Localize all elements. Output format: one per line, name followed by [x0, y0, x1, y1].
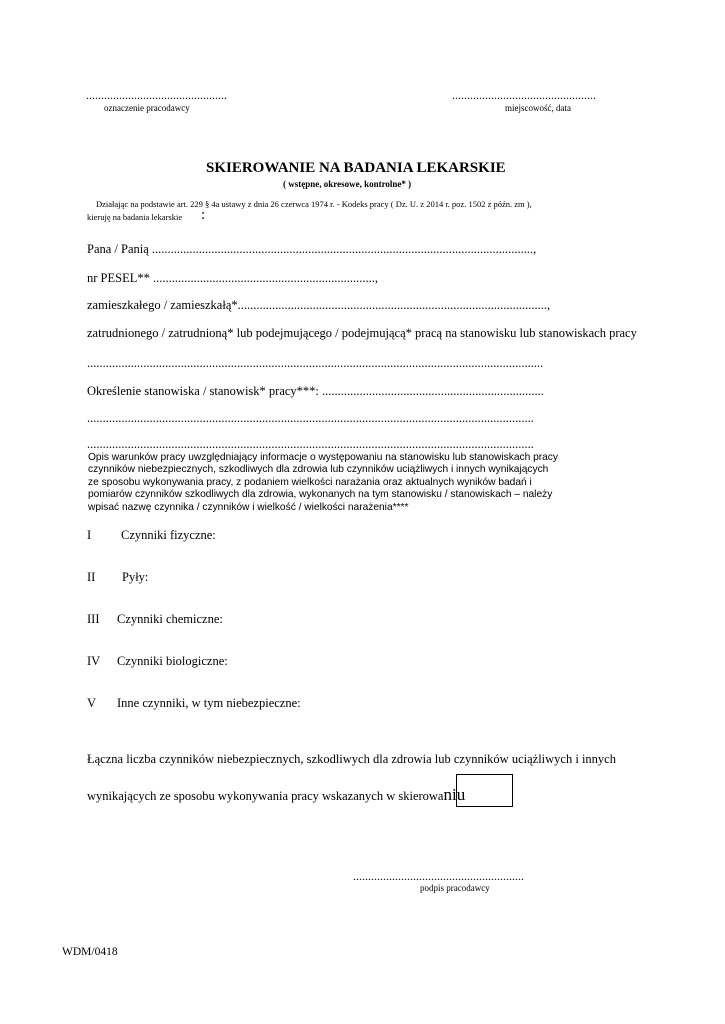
factor-number: III [87, 612, 100, 626]
document-subtitle: ( wstępne, okresowe, kontrolne* ) [283, 179, 412, 189]
total-factors-text: Łączna liczba czynników niebezpiecznych, szkodliwych dla zdrowia lub czynników uciążliwych i innych [87, 752, 616, 766]
position-dots-line-1[interactable]: .................................................................................................................................................. [87, 356, 544, 370]
total-factors-text-cont [87, 785, 465, 805]
signature-line[interactable]: ......................................................... [353, 869, 524, 883]
factor-dust-label: Pyły: [122, 570, 149, 584]
address-field[interactable]: zamieszkałego / zamieszkałą*..................................................................................................., [87, 298, 551, 312]
factor-physical-label: Czynniki fizyczne: [121, 528, 216, 542]
patient-name-field[interactable]: Pana / Panią .........................................................................................................................., [87, 242, 537, 256]
working-conditions-description: Opis warunków pracy uwzględniający informacje o występowaniu na stanowisku lub stanowiskach pracy czynników niebezpiecznych, szkodliwych dla zdrowia lub czynników uciążliwych i innych wynikających ze sposobu wykonywania pracy, z podaniem wielkości narażania oraz aktualnych wyników badań i pomiarów czynników szkodliwych dla zdrowia, wykonanych na tym stanowisku / stanowiskach – należy wpisać nazwę czynnika / czynników i wielkość / wielkości narażenia**** [88, 452, 558, 513]
total-factors-text-main: wynikających ze sposobu wykonywania pracy wskazanych w skierowa [87, 789, 444, 803]
factor-number: V [87, 696, 97, 710]
legal-basis-text: Działając na podstawie art. 229 § 4a ustawy z dnia 26 czerwca 1974 r. - Kodeks pracy ( Dz. U. z 2014 r. poz. 1502 z późn. zm ), [96, 199, 532, 209]
position-dots-line-2[interactable]: ............................................................................................................................................... [87, 411, 534, 425]
factor-number: I [87, 528, 92, 542]
referral-text: kieruję na badania lekarskie [87, 212, 183, 222]
factor-number: IV [87, 654, 101, 668]
document-title: SKIEROWANIE NA BADANIA LEKARSKIE [206, 160, 506, 176]
factor-biological-label: Czynniki biologiczne: [117, 654, 228, 668]
employer-designation-line[interactable]: ............................................... [86, 88, 227, 102]
form-code: WDM/0418 [62, 946, 118, 958]
referral-colon: : [201, 207, 206, 223]
factor-number: II [87, 570, 96, 584]
pesel-field[interactable]: nr PESEL** ......................................................................., [87, 271, 378, 285]
place-date-line[interactable]: ................................................ [452, 88, 596, 102]
factor-other-label: Inne czynniki, w tym niebezpieczne: [117, 696, 301, 710]
factor-chemical-label: Czynniki chemiczne: [117, 612, 223, 626]
place-date-label: miejscowość, data [505, 103, 571, 113]
signature-label: podpis pracodawcy [420, 883, 490, 893]
employment-text: zatrudnionego / zatrudnioną* lub podejmującego / podejmującą* pracą na stanowisku lub stanowiskach pracy [87, 326, 637, 340]
total-factors-text-end: niu [443, 785, 466, 804]
total-factors-count-box[interactable] [456, 774, 513, 807]
employer-designation-label: oznaczenie pracodawcy [104, 103, 190, 113]
description-dots-line[interactable]: ............................................................................................................................................... [87, 437, 534, 451]
position-definition-field[interactable]: Określenie stanowiska / stanowisk* pracy***: ....................................................................... [87, 384, 544, 398]
